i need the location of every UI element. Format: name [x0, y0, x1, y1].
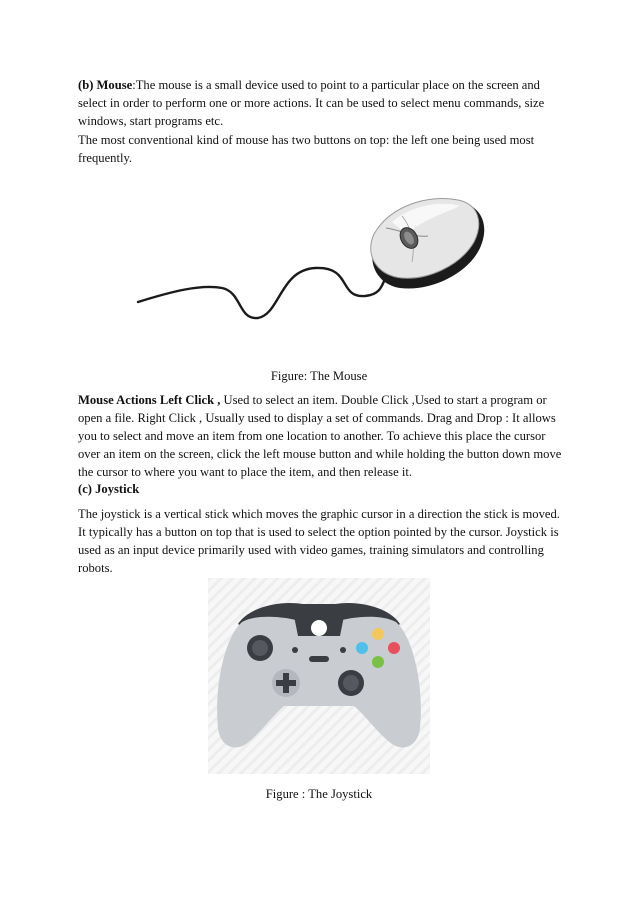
mouse-actions-heading: Mouse Actions Left Click , — [78, 393, 221, 407]
mouse-figure-caption: Figure: The Mouse — [270, 369, 368, 383]
game-controller-illustration — [208, 578, 430, 774]
mouse-paragraph — [78, 76, 562, 130]
mouse-heading: (b) Mouse — [78, 78, 133, 92]
mouse-actions-paragraph — [78, 391, 562, 481]
joystick-paragraph: The joystick is a vertical stick which moves the graphic cursor in a direction the stick is moved. It typically has a button on top that is used to select the option pointed by the cursor. Joystick is used as an input device primarily used with video games, training simulators and controlling robots. — [78, 507, 560, 575]
mouse-description: :The mouse is a small device used to point to a particular place on the screen and select in order to perform one or more actions. It can be used to select menu commands, size windows, start programs etc. — [78, 78, 545, 128]
joystick-heading: (c) Joystick — [78, 482, 140, 496]
y-button-icon — [372, 628, 384, 640]
computer-mouse-illustration — [130, 192, 500, 322]
a-button-icon — [372, 656, 384, 668]
x-button-icon — [356, 642, 368, 654]
guide-button-icon — [311, 620, 327, 636]
joystick-figure-caption: Figure : The Joystick — [265, 787, 373, 801]
mouse-buttons-paragraph: The most conventional kind of mouse has two buttons on top: the left one being used most frequently. — [78, 133, 535, 165]
b-button-icon — [388, 642, 400, 654]
mouse-actions-text: Used to select an item. Double Click ,Used to start a program or open a file. Right Click , Usually used to display a set of commands. Drag and Drop : It allows you to select and move an item from one location to another. To achieve this place the cursor over an item on the screen, click the left mouse button and while holding the button down move the cursor to where you want to place the item, and then release it. — [78, 393, 562, 479]
